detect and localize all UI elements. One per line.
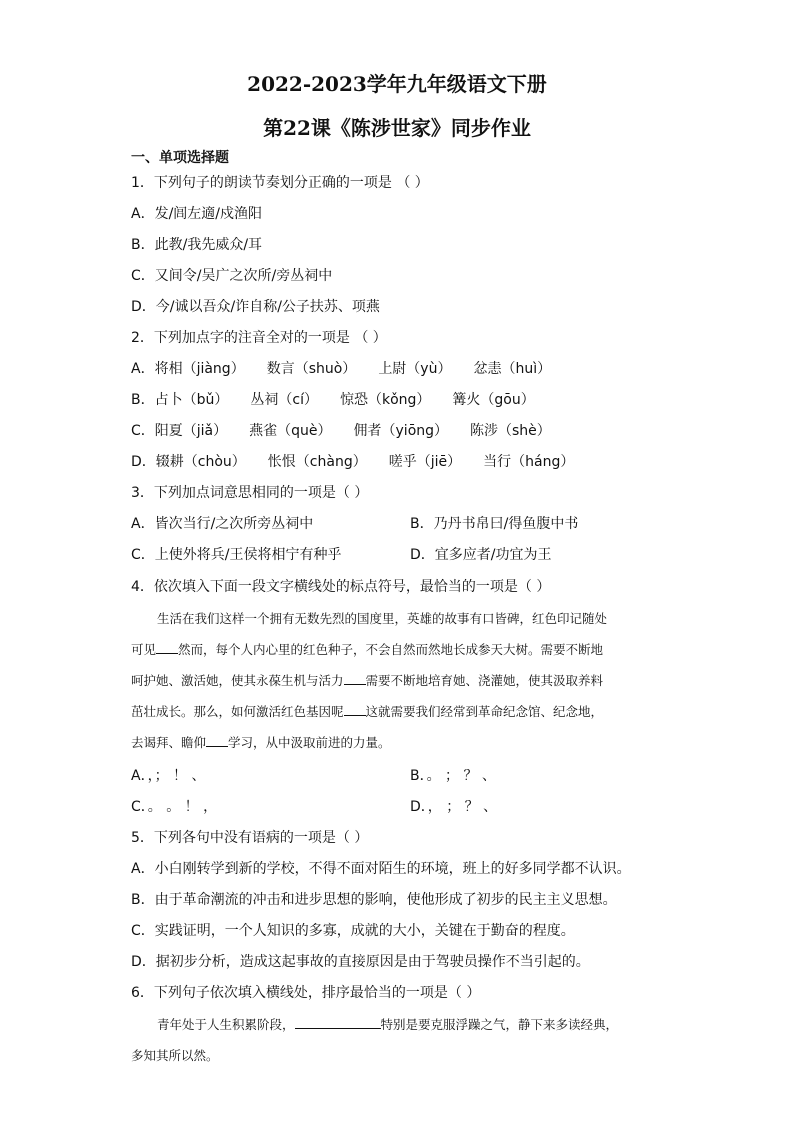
q5-option-a: A．小白刚转学到新的学校，不得不面对陌生的环境，班上的好多同学都不认识。 [131, 861, 631, 877]
q4-option-d: D．， ； ？ 、 [410, 799, 498, 815]
passage-text: 茁壮成长。那么，如何激活红色基因呢 [131, 704, 344, 719]
q2-option-c [131, 420, 573, 440]
q2-option-a [131, 358, 573, 378]
passage-text: 需要不断地培育她、浇灌她，使其汲取养料 [365, 673, 604, 688]
q4-option-a: A．，； ！ 、 [131, 768, 206, 784]
pinyin-item: C．阳夏（jiǎ） [131, 423, 228, 439]
q2-option-b [131, 389, 557, 409]
q3-option-d: D．宜多应者/功宜为王 [410, 547, 552, 563]
pinyin-item: 怅恨（chàng） [267, 454, 367, 470]
passage-text: 青年处于人生积累阶段， [157, 1017, 295, 1032]
pinyin-item: 忿恚（huì） [473, 361, 552, 377]
q1-option-c: C．又间令/吴广之次所/旁丛祠中 [131, 268, 333, 284]
q3-option-a: A．皆次当行/之次所旁丛祠中 [131, 516, 314, 532]
q4-passage-line3 [131, 671, 669, 689]
fill-blank[interactable] [206, 734, 228, 747]
q3-stem: 3．下列加点词意思相同的一项是（ ） [131, 485, 369, 501]
passage-text: 特别是要克服浮躁之气，静下来多读经典， [380, 1017, 619, 1032]
pinyin-item: A．将相（jiàng） [131, 361, 245, 377]
q4-passage-line2 [131, 640, 669, 658]
q2-stem: 2．下列加点字的注音全对的一项是 （ ） [131, 330, 387, 346]
q3-option-c: C．上使外将兵/王侯将相宁有种乎 [131, 547, 342, 563]
pinyin-item: 惊恐（kǒng） [339, 392, 431, 408]
q1-option-b: B．此教/我先威众/耳 [131, 237, 263, 253]
q1-option-d: D．今/诚以吾众/诈自称/公子扶苏、项燕 [131, 299, 380, 315]
passage-text: 学习，从中汲取前进的力量。 [228, 735, 391, 750]
pinyin-item: 陈涉（shè） [470, 423, 551, 439]
passage-text: 去谒拜、瞻仰 [131, 735, 207, 750]
worksheet-title-line1: 2022-2023学年九年级语文下册 [247, 72, 547, 96]
section-heading: 一、单项选择题 [131, 150, 229, 166]
pinyin-item: 佣者（yiōng） [353, 423, 449, 439]
q4-passage-line1: 生活在我们这样一个拥有无数先烈的国度里，英雄的故事有口皆碑，红色印记随处 [157, 611, 608, 626]
fill-blank[interactable] [344, 672, 366, 685]
q5-option-d: D．据初步分析，造成这起事故的直接原因是由于驾驶员操作不当引起的。 [131, 954, 590, 970]
q6-stem: 6．下列句子依次填入横线处，排序最恰当的一项是（ ） [131, 985, 481, 1001]
worksheet-title-line2: 第22课《陈涉世家》同步作业 [263, 116, 531, 140]
q4-option-b: B．。 ； ？ 、 [410, 768, 496, 784]
q1-stem: 1．下列句子的朗读节奏划分正确的一项是 （ ） [131, 175, 429, 191]
q5-option-b: B．由于革命潮流的冲击和进步思想的影响，使他形成了初步的民主主义思想。 [131, 892, 617, 908]
pinyin-item: 嗟乎（jiē） [388, 454, 462, 470]
pinyin-item: 上尉（yù） [378, 361, 452, 377]
q5-stem: 5．下列各句中没有语病的一项是（ ） [131, 830, 369, 846]
passage-text: 可见 [131, 642, 157, 657]
fill-blank[interactable] [295, 1016, 381, 1029]
pinyin-item: B．占卜（bǔ） [131, 392, 229, 408]
q4-option-c: C．。 。 ！ ， [131, 799, 218, 815]
pinyin-item: 丛祠（cí） [250, 392, 318, 408]
fill-blank[interactable] [156, 641, 178, 654]
q2-option-d [131, 451, 596, 471]
q4-stem: 4．依次填入下面一段文字横线处的标点符号，最恰当的一项是（ ） [131, 579, 551, 595]
pinyin-item: 篝火（gōu） [452, 392, 535, 408]
q3-option-b: B．乃丹书帛曰/得鱼腹中书 [410, 516, 579, 532]
pinyin-item: D．辍耕（chòu） [131, 454, 246, 470]
pinyin-item: 数言（shuò） [266, 361, 357, 377]
q6-passage-line2: 多知其所以然。 [131, 1048, 219, 1063]
pinyin-item: 燕雀（què） [249, 423, 332, 439]
q6-passage-line1 [157, 1015, 695, 1033]
q4-passage-line4 [131, 702, 669, 720]
passage-text: 呵护她、激活她，使其永葆生机与活力 [131, 673, 344, 688]
fill-blank[interactable] [344, 703, 366, 716]
q4-passage-line5 [131, 733, 669, 751]
pinyin-item: 当行（háng） [483, 454, 575, 470]
passage-text: 然而，每个人内心里的红色种子，不会自然而然地长成参天大树。需要不断地 [178, 642, 604, 657]
passage-text: 这就需要我们经常到革命纪念馆、纪念地， [365, 704, 604, 719]
q1-option-a: A．发/闾左適/戍渔阳 [131, 206, 263, 222]
q5-option-c: C．实践证明，一个人知识的多寡，成就的大小，关键在于勤奋的程度。 [131, 923, 575, 939]
